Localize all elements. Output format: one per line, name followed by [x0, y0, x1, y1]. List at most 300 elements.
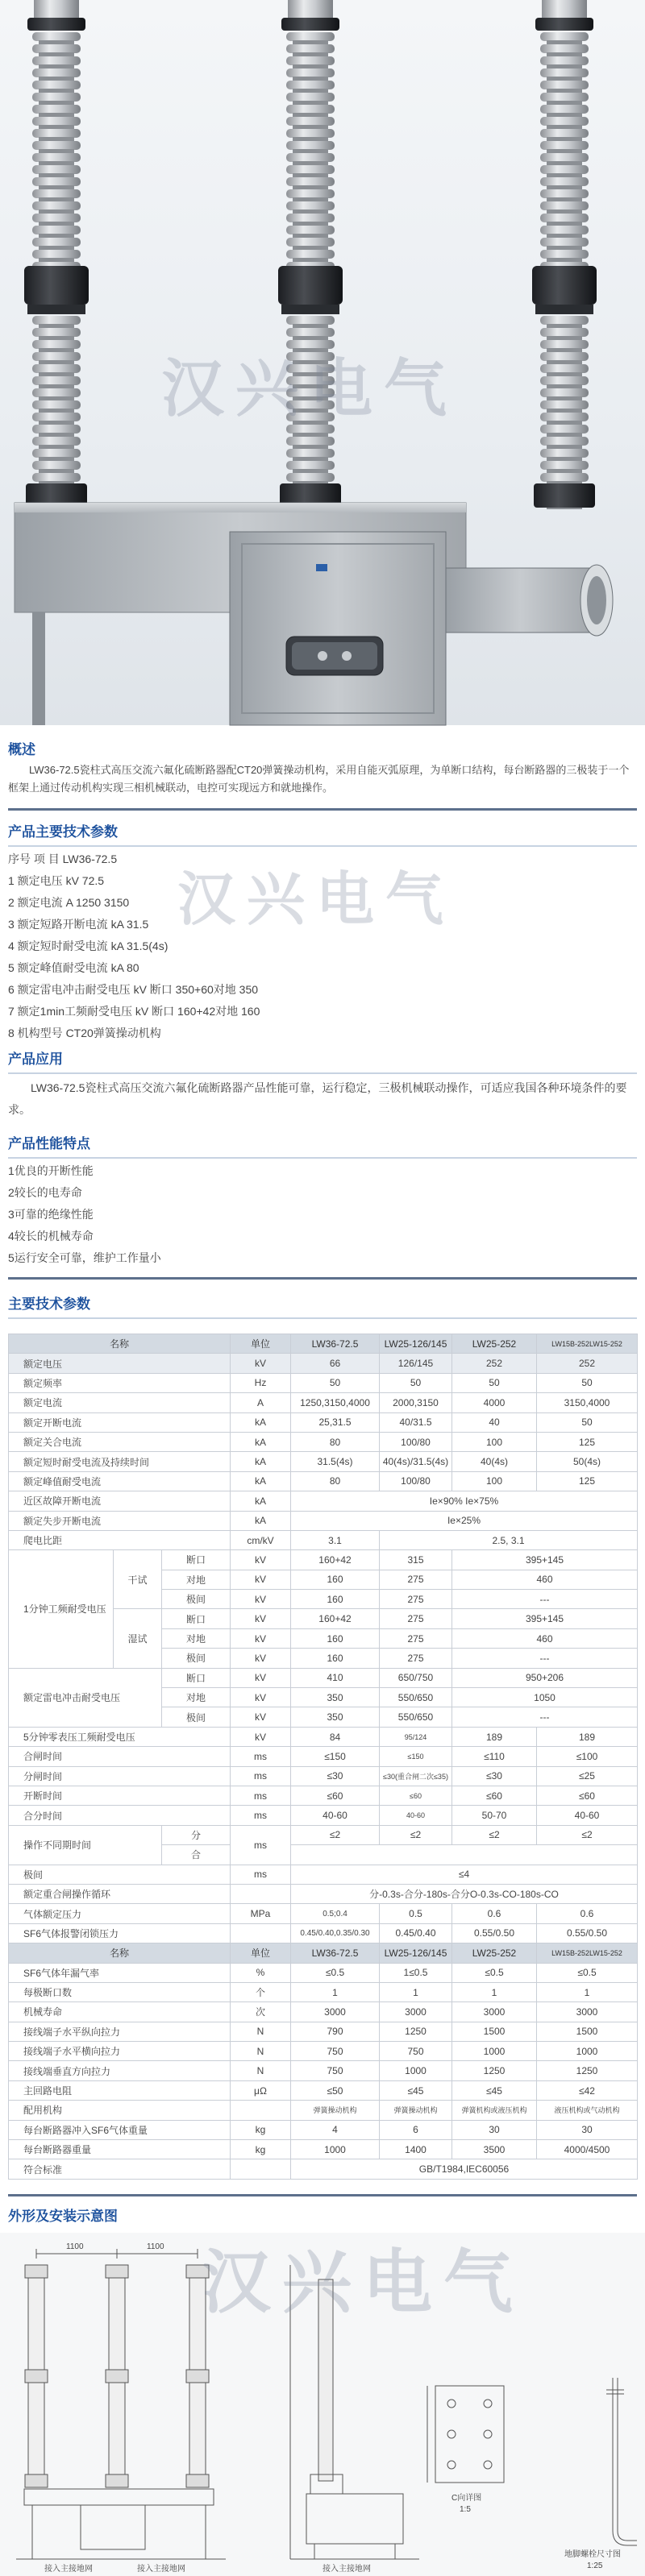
table-row: [9, 1432, 638, 1451]
table-cell: kV: [231, 1707, 291, 1727]
table-cell: ≤45: [380, 2080, 452, 2100]
section-divider: [8, 845, 637, 847]
overview-text: LW36-72.5瓷柱式高压交流六氟化硫断路器配CT20弹簧操动机构，采用自能灭弧原理，为单断口结构，每台断路器的三极装于一个框架上通过传动机构实现三相机械联动，电控可实现远方和就地操作。: [8, 764, 630, 794]
row-label: 符合标准: [9, 2159, 231, 2179]
table-cell: 125: [537, 1432, 638, 1451]
table-cell: 50: [537, 1412, 638, 1432]
table-cell: 160: [291, 1628, 380, 1648]
table-cell: 弹簧机构或液压机构: [452, 2101, 537, 2120]
table-cell: GB/T1984,IEC60056: [291, 2159, 638, 2179]
table-cell: N: [231, 2042, 291, 2061]
table-row: [9, 1786, 638, 1805]
row-label: 额定开断电流: [9, 1412, 231, 1432]
table-cell: 1≤0.5: [380, 1963, 452, 1982]
dim-label: 1100: [66, 2242, 84, 2251]
row-label: 额定电压: [9, 1354, 231, 1373]
table-cell: MPa: [231, 1904, 291, 1923]
table-cell: 275: [380, 1609, 452, 1628]
table-cell: 80: [291, 1471, 380, 1491]
table-cell: 350: [291, 1707, 380, 1727]
row-sublabel: 分: [162, 1825, 231, 1844]
table-cell: Hz: [231, 1373, 291, 1392]
table-cell: kV: [231, 1727, 291, 1746]
table-cell: 125: [537, 1471, 638, 1491]
col-header-name: 名称: [9, 1943, 231, 1963]
table-row: [9, 2042, 638, 2061]
col-header-model: LW36-72.5: [291, 1943, 380, 1963]
table-row: [9, 1412, 638, 1432]
product-photo: [0, 0, 645, 725]
row-label: 接线端子水平横向拉力: [9, 2042, 231, 2061]
table-cell: kA: [231, 1432, 291, 1451]
row-sublabel: 断口: [162, 1609, 231, 1628]
table-cell: cm/kV: [231, 1530, 291, 1549]
table-cell: 3000: [380, 2002, 452, 2022]
table-cell: 1400: [380, 2140, 452, 2159]
main-params-title: 产品主要技术参数: [8, 824, 118, 840]
porcelain-column: [532, 0, 597, 509]
table-cell: 3.1: [291, 1530, 380, 1549]
spec-title: 主要技术参数: [8, 1296, 90, 1312]
table-cell: ms: [231, 1786, 291, 1805]
table-cell: kV: [231, 1628, 291, 1648]
table-cell: ≤100: [537, 1747, 638, 1766]
table-row: [9, 2080, 638, 2100]
pole-outline: [25, 2265, 48, 2487]
row-sublabel: 对地: [162, 1628, 231, 1648]
porcelain-column: [278, 0, 343, 509]
table-cell: 395+145: [452, 1609, 638, 1628]
table-row: [9, 1982, 638, 2001]
table-cell: kV: [231, 1354, 291, 1373]
table-cell: 189: [537, 1727, 638, 1746]
feature-item: 3可靠的绝缘性能: [8, 1208, 94, 1221]
row-label: 开断时间: [9, 1786, 231, 1805]
param-line: 2 额定电流 A 1250 3150: [8, 896, 130, 909]
table-row: [9, 1825, 638, 1844]
table-cell: 0.5: [380, 1904, 452, 1923]
table-cell: 40(4s): [452, 1452, 537, 1471]
row-label: 额定频率: [9, 1373, 231, 1392]
table-cell: ≤2: [291, 1825, 380, 1844]
table-cell: 1250: [452, 2061, 537, 2080]
table-cell: [231, 2101, 291, 2120]
table-cell: 1250: [380, 2022, 452, 2041]
feature-item: 5运行安全可靠，维护工作量小: [8, 1251, 161, 1264]
section-divider: [8, 2194, 637, 2196]
table-cell: ≤45: [452, 2080, 537, 2100]
table-cell: ≤2: [537, 1825, 638, 1844]
table-cell: 1000: [291, 2140, 380, 2159]
table-cell: 275: [380, 1570, 452, 1589]
table-cell: 4000/4500: [537, 2140, 638, 2159]
table-cell: 次: [231, 2002, 291, 2022]
pole-outline: [186, 2265, 209, 2487]
row-sublabel: 断口: [162, 1550, 231, 1570]
table-cell: 31.5(4s): [291, 1452, 380, 1471]
table-cell: kV: [231, 1609, 291, 1628]
outline-drawing: [0, 2233, 645, 2576]
table-cell: ---: [452, 1707, 638, 1727]
row-label: 近区故障开断电流: [9, 1491, 231, 1511]
feature-item: 4较长的机械寿命: [8, 1230, 94, 1242]
table-row: [9, 1727, 638, 1746]
row-sublabel: 干试: [114, 1550, 162, 1609]
table-cell: 30: [537, 2120, 638, 2139]
table-row: [9, 1550, 638, 1570]
table-cell: 弹簧操动机构: [291, 2101, 380, 2120]
table-row: [9, 2120, 638, 2139]
ground-label: 接入主接地网: [322, 2564, 371, 2574]
table-cell: 3000: [452, 2002, 537, 2022]
table-cell: 1: [291, 1982, 380, 2001]
row-label: 气体额定压力: [9, 1904, 231, 1923]
features-title: 产品性能特点: [8, 1136, 90, 1151]
table-cell: Ie×25%: [291, 1511, 638, 1530]
table-cell: ≤30: [291, 1766, 380, 1786]
table-cell: %: [231, 1963, 291, 1982]
table-cell: 410: [291, 1668, 380, 1687]
table-row: [9, 1904, 638, 1923]
table-row: [9, 2022, 638, 2041]
dim-label: 1100: [147, 2242, 164, 2251]
table-cell: 50: [291, 1373, 380, 1392]
row-label: SF6气体年漏气率: [9, 1963, 231, 1982]
table-cell: 100: [452, 1471, 537, 1491]
table-cell: ≤60: [537, 1786, 638, 1805]
table-cell: kA: [231, 1471, 291, 1491]
table-cell: 100/80: [380, 1432, 452, 1451]
col-header-model: LW36-72.5: [291, 1334, 380, 1354]
table-cell: [231, 1884, 291, 1903]
col-header-unit: 单位: [231, 1334, 291, 1354]
table-cell: 1: [537, 1982, 638, 2001]
table-cell: 395+145: [452, 1550, 638, 1570]
table-cell: ms: [231, 1865, 291, 1884]
section-divider: [8, 808, 637, 811]
table-cell: 252: [537, 1354, 638, 1373]
row-label: 合分时间: [9, 1806, 231, 1825]
ground-label: 接入主接地网: [137, 2564, 185, 2574]
table-cell: ≤0.5: [291, 1963, 380, 1982]
table-row: [9, 2101, 638, 2120]
row-label: 爬电比距: [9, 1530, 231, 1549]
row-label: 每台断路器重量: [9, 2140, 231, 2159]
table-cell: ≤30: [452, 1766, 537, 1786]
circuit-breaker-illustration: [0, 0, 645, 725]
table-cell: N: [231, 2061, 291, 2080]
table-cell: ≤2: [380, 1825, 452, 1844]
table-cell: 315: [380, 1550, 452, 1570]
section-divider: [8, 1317, 637, 1319]
col-header-model: LW15B-252LW15-252: [537, 1943, 638, 1963]
table-cell: 3000: [291, 2002, 380, 2022]
drawing-title: 外形及安装示意图: [8, 2208, 118, 2224]
table-row: [9, 2061, 638, 2080]
param-line: 4 额定短时耐受电流 kA 31.5(4s): [8, 940, 169, 952]
application-section: [0, 1047, 645, 1121]
table-row: [9, 1923, 638, 1943]
row-sublabel: 合: [162, 1845, 231, 1865]
table-row: [9, 1452, 638, 1471]
table-row: [9, 1806, 638, 1825]
watermark: 汉兴电气: [161, 352, 459, 425]
table-cell: 3000: [537, 2002, 638, 2022]
watermark: 汉兴电气: [177, 865, 456, 933]
row-label: 接线端子水平纵向拉力: [9, 2022, 231, 2041]
row-label: 额定关合电流: [9, 1432, 231, 1451]
section-divider: [8, 1072, 637, 1074]
spec-table-body: [9, 1354, 638, 2179]
table-cell: 1050: [452, 1688, 638, 1707]
table-cell: [231, 2159, 291, 2179]
table-cell: ≤50: [291, 2080, 380, 2100]
table-cell: 1500: [452, 2022, 537, 2041]
table-cell: 275: [380, 1590, 452, 1609]
features-list: [8, 1160, 637, 1269]
row-label: 极间: [9, 1865, 231, 1884]
param-line: 序号 项 目 LW36-72.5: [8, 852, 118, 865]
table-cell: 460: [452, 1628, 638, 1648]
spec-section: [0, 1292, 645, 1319]
table-cell: ≤0.5: [452, 1963, 537, 1982]
table-cell: 40/31.5: [380, 1412, 452, 1432]
table-cell: 275: [380, 1649, 452, 1668]
main-params-list: [8, 848, 637, 1044]
feature-item: 2较长的电寿命: [8, 1186, 82, 1199]
row-label: 额定雷电冲击耐受电压: [9, 1668, 162, 1727]
table-cell: 30: [452, 2120, 537, 2139]
table-cell: 750: [291, 2042, 380, 2061]
table-cell: 6: [380, 2120, 452, 2139]
row-sublabel: 极间: [162, 1707, 231, 1727]
watermark: 汉兴电气: [202, 2241, 524, 2323]
table-cell: 460: [452, 1570, 638, 1589]
row-label: 机械寿命: [9, 2002, 231, 2022]
table-cell: kV: [231, 1649, 291, 1668]
table-cell: 50: [452, 1373, 537, 1392]
table-row: [9, 1747, 638, 1766]
table-cell: 160: [291, 1590, 380, 1609]
table-row: [9, 1373, 638, 1392]
hook-title: 地脚螺栓尺寸图: [564, 2549, 621, 2559]
table-cell: 2.5, 3.1: [380, 1530, 638, 1549]
table-cell: 1000: [537, 2042, 638, 2061]
table-cell: ≤4: [291, 1865, 638, 1884]
table-cell: 0.45/0.40: [380, 1923, 452, 1943]
application-text: LW36-72.5瓷柱式高压交流六氟化硫断路器产品性能可靠，运行稳定，三极机械联动操作，可适应我国各种环境条件的要求。: [8, 1081, 627, 1116]
table-row: [9, 2159, 638, 2179]
table-cell: 550/650: [380, 1688, 452, 1707]
table-cell: kA: [231, 1511, 291, 1530]
param-line: 6 额定雷电冲击耐受电压 kV 断口 350+60对地 350: [8, 983, 259, 996]
table-cell: 弹簧操动机构: [380, 2101, 452, 2120]
table-cell: 650/750: [380, 1668, 452, 1687]
row-label: 额定失步开断电流: [9, 1511, 231, 1530]
row-sublabel: 断口: [162, 1668, 231, 1687]
row-label: 额定短时耐受电流及持续时间: [9, 1452, 231, 1471]
param-line: 3 额定短路开断电流 kA 31.5: [8, 918, 149, 931]
row-label: 配用机构: [9, 2101, 231, 2120]
table-cell: 790: [291, 2022, 380, 2041]
table-cell: ≤110: [452, 1747, 537, 1766]
table-cell: 50-70: [452, 1806, 537, 1825]
row-sublabel: 极间: [162, 1590, 231, 1609]
installation-drawing: [0, 2233, 645, 2576]
table-cell: 252: [452, 1354, 537, 1373]
table-cell: 84: [291, 1727, 380, 1746]
table-cell: [231, 1923, 291, 1943]
table-cell: 3500: [452, 2140, 537, 2159]
table-cell: ms: [231, 1747, 291, 1766]
table-cell: 0.55/0.50: [537, 1923, 638, 1943]
table-cell: 液压机构或气动机构: [537, 2101, 638, 2120]
row-sublabel: 湿试: [114, 1609, 162, 1668]
table-row: [9, 1963, 638, 1982]
table-cell: 个: [231, 1982, 291, 2001]
table-row: [9, 1471, 638, 1491]
table-row: [9, 1354, 638, 1373]
table-cell: A: [231, 1393, 291, 1412]
table-cell: 4: [291, 2120, 380, 2139]
table-cell: 550/650: [380, 1707, 452, 1727]
table-cell: 1000: [452, 2042, 537, 2061]
table-cell: ≤42: [537, 2080, 638, 2100]
table-cell: kg: [231, 2140, 291, 2159]
table-cell: ≤60: [452, 1786, 537, 1805]
table-cell: 0.6: [537, 1904, 638, 1923]
table-cell: 350: [291, 1688, 380, 1707]
table-cell: 3150,4000: [537, 1393, 638, 1412]
table-cell: 275: [380, 1628, 452, 1648]
table-row: [9, 1393, 638, 1412]
table-cell: kA: [231, 1452, 291, 1471]
table-cell: ms: [231, 1766, 291, 1786]
table-cell: ≤150: [380, 1747, 452, 1766]
table-cell: ≤30(重合闸二次≤35): [380, 1766, 452, 1786]
table-cell: kA: [231, 1491, 291, 1511]
table-cell: ≤0.5: [537, 1963, 638, 1982]
row-label: 接线端垂直方向拉力: [9, 2061, 231, 2080]
table-cell: 4000: [452, 1393, 537, 1412]
table-cell: N: [231, 2022, 291, 2041]
overview-title: 概述: [8, 742, 35, 757]
table-cell: ≤150: [291, 1747, 380, 1766]
table-cell: 25,31.5: [291, 1412, 380, 1432]
row-label: 主回路电阻: [9, 2080, 231, 2100]
table-cell: 95/124: [380, 1727, 452, 1746]
table-cell: 160: [291, 1570, 380, 1589]
table-cell: [291, 1845, 638, 1865]
table-cell: 126/145: [380, 1354, 452, 1373]
table-row: [9, 2002, 638, 2022]
table-cell: 50: [380, 1373, 452, 1392]
col-header-name: 名称: [9, 1334, 231, 1354]
drawing-section: [0, 2194, 645, 2225]
spec-table-header: [9, 1334, 638, 1354]
table-cell: ---: [452, 1590, 638, 1609]
table-cell: 40-60: [291, 1806, 380, 1825]
table-cell: kV: [231, 1570, 291, 1589]
table-cell: 1250: [537, 2061, 638, 2080]
table-cell: 189: [452, 1727, 537, 1746]
table-cell: 750: [291, 2061, 380, 2080]
table-row: [9, 1530, 638, 1549]
table-cell: 2000,3150: [380, 1393, 452, 1412]
table-cell: kV: [231, 1688, 291, 1707]
table-row: [9, 1766, 638, 1786]
row-label: 5分钟零表压工频耐受电压: [9, 1727, 231, 1746]
table-cell: 160+42: [291, 1609, 380, 1628]
table-subheader: [9, 1943, 638, 1963]
table-cell: 40-60: [380, 1806, 452, 1825]
table-cell: 1: [452, 1982, 537, 2001]
row-label: 合闸时间: [9, 1747, 231, 1766]
table-row: [9, 1668, 638, 1687]
row-label: 额定电流: [9, 1393, 231, 1412]
table-cell: kV: [231, 1590, 291, 1609]
table-cell: ---: [452, 1649, 638, 1668]
table-row: [9, 1884, 638, 1903]
col-header-model: LW25-126/145: [380, 1334, 452, 1354]
table-row: [9, 1865, 638, 1884]
table-cell: kV: [231, 1550, 291, 1570]
table-cell: 100/80: [380, 1471, 452, 1491]
table-cell: 160: [291, 1649, 380, 1668]
table-cell: kA: [231, 1412, 291, 1432]
row-label: 额定峰值耐受电流: [9, 1471, 231, 1491]
row-label: 每极断口数: [9, 1982, 231, 2001]
col-header-model: LW25-252: [452, 1334, 537, 1354]
table-cell: 0.45/0.40,0.35/0.30: [291, 1923, 380, 1943]
application-title: 产品应用: [8, 1052, 63, 1067]
param-line: 8 机构型号 CT20弹簧操动机构: [8, 1027, 161, 1039]
table-cell: ≤60: [291, 1786, 380, 1805]
row-label: 每台断路器冲入SF6气体重量: [9, 2120, 231, 2139]
table-cell: 750: [380, 2042, 452, 2061]
table-cell: 50(4s): [537, 1452, 638, 1471]
table-cell: 1250,3150,4000: [291, 1393, 380, 1412]
table-cell: 0.6: [452, 1904, 537, 1923]
table-cell: Ie×90% Ie×75%: [291, 1491, 638, 1511]
table-cell: ms: [231, 1825, 291, 1865]
table-cell: 1000: [380, 2061, 452, 2080]
hook-scale: 1:25: [587, 2561, 603, 2570]
param-line: 7 额定1min工频耐受电压 kV 断口 160+42对地 160: [8, 1005, 260, 1018]
table-cell: 0.5;0.4: [291, 1904, 380, 1923]
table-row: [9, 1491, 638, 1511]
table-cell: ≤25: [537, 1766, 638, 1786]
main-params-section: [0, 820, 645, 1044]
pole-outline: [106, 2265, 128, 2487]
row-sublabel: 极间: [162, 1649, 231, 1668]
features-section: [0, 1132, 645, 1280]
detail-title: C向详图: [452, 2493, 482, 2503]
col-header-unit: 单位: [231, 1943, 291, 1963]
table-cell: 100: [452, 1432, 537, 1451]
table-cell: kV: [231, 1668, 291, 1687]
overview-section: [0, 738, 645, 811]
section-divider: [8, 1277, 637, 1280]
table-cell: 40: [452, 1412, 537, 1432]
param-line: 5 额定峰值耐受电流 kA 80: [8, 961, 139, 974]
spec-table: [8, 1334, 638, 2180]
table-row: [9, 2140, 638, 2159]
row-sublabel: 对地: [162, 1688, 231, 1707]
table-cell: 1500: [537, 2022, 638, 2041]
table-cell: 1: [380, 1982, 452, 2001]
table-cell: 0.55/0.50: [452, 1923, 537, 1943]
